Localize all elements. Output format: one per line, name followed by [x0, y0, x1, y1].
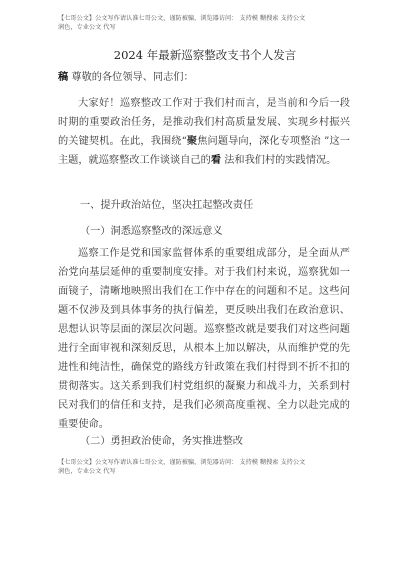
heading-1: 一、提升政治站位，坚决扛起整改责任	[80, 200, 254, 211]
intro-mark: 看	[210, 154, 221, 166]
body-paragraph: 巡察工作是党和国家监督体系的重要组成部分，是全面从严治党向基层延伸的重要制度安排。对于我们村来说，巡察犹如一面镜子，清晰地映照出我们在工作中存在的问题和不足。这些问题不仅涉及到具体事务的执行偏差，更反映出我们在政治意识、思想认识等层面的深层次问题。巡察整改就是要我们对这些问题进行全面审视和深刻反思，从根本上加以解决，从而维护党的先进性和纯洁性，确保党的路线方针政策在我们村得到不折不扣的贯彻落实。这关系到我们村党组织的凝聚力和战斗力，关系到村民对我们的信任和支持，是我们必须高度重视、全力以赴完成的重要使命。	[58, 248, 350, 430]
top-banner-line1: 【七哥公文】公文写作请认准七哥公文，谨防被骗，浏览器访问： 支持模 糊搜索 支持公文	[58, 15, 306, 22]
intro-before: 大家好！巡察整改工作对于我们村而言，是当前和今后一段时期的重要政治任务，是推动我们村高质量发展、实现乡村振兴的关键契机。在此，我围绕“	[58, 98, 350, 147]
top-banner	[58, 14, 358, 32]
bottom-banner-line2: 润色，专业公文 代写	[58, 468, 116, 475]
greeting	[58, 68, 350, 87]
greeting-text: 尊敬的各位领导、同志们：	[68, 72, 194, 83]
bottom-banner-line1: 【七哥公文】公文写作请认准七哥公文，谨防被骗，浏览器访问： 支持模 糊搜索 支持公文	[58, 459, 306, 466]
heading-2: （一）洞悉巡察整改的深远意义	[80, 226, 223, 237]
intro-bold: 聚	[186, 135, 198, 147]
intro-after: 焦问题导向，深化专项整治 ”这一主题，就巡察整改工作谈谈自己的	[58, 136, 350, 166]
greeting-mark: 稿	[58, 71, 69, 83]
intro-tail: 法和我们村的实践情况。	[221, 155, 337, 166]
bottom-banner	[58, 458, 358, 476]
top-banner-line2: 润色，专业公文 代写	[58, 24, 116, 31]
heading-3: （二）勇担政治使命，务实推进整改	[80, 436, 243, 447]
document-title: 2024 年最新巡察整改支书个人发言	[113, 48, 297, 62]
intro-paragraph	[58, 94, 350, 170]
